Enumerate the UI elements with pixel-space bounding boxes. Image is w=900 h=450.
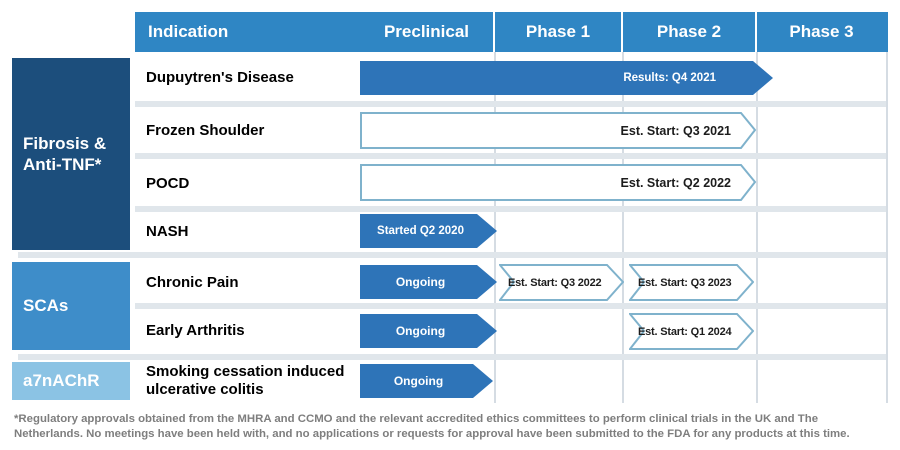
row-separator: [135, 206, 886, 212]
arrow-label: Started Q2 2020: [377, 225, 464, 237]
header-phase2: Phase 2: [656, 22, 722, 41]
arrow-label: Results: Q4 2021: [623, 72, 716, 84]
group-scas: SCAs: [12, 262, 130, 350]
indication-chronic-pain: Chronic Pain: [146, 273, 239, 291]
indication-early-arthritis: Early Arthritis: [146, 321, 245, 339]
header-indication: Indication: [148, 22, 229, 41]
indication-frozen-shoulder: Frozen Shoulder: [146, 121, 265, 139]
arrow-smoking-cessation-ongoing: [360, 364, 493, 398]
arrow-label: Est. Start: Q3 2023: [638, 276, 732, 289]
header-phase1: Phase 1: [525, 22, 591, 41]
arrow-label: Ongoing: [395, 324, 446, 338]
arrow-frozen-shoulder-start: [360, 112, 757, 149]
arrow-label: Ongoing: [393, 374, 444, 388]
indication-nash: NASH: [146, 223, 189, 240]
arrow-dupuytrens-results: [360, 61, 774, 95]
header-phase3: Phase 3: [789, 22, 854, 41]
arrow-label: Est. Start: Q1 2024: [638, 325, 732, 338]
indication-smoking-cessation-uc: Smoking cessation induced ulcerative colitis: [146, 363, 345, 398]
gridline-right-edge: [886, 52, 888, 403]
arrow-early-arthritis-ongoing: [360, 314, 497, 348]
table-header: [135, 12, 888, 52]
arrow-chronic-pain-phase2-start: [629, 264, 754, 301]
indication-dupuytrens-disease: Dupuytren's Disease: [146, 69, 294, 86]
row-separator: [135, 153, 886, 159]
group-a7nachr: a7nAChR: [12, 362, 130, 400]
arrow-early-arthritis-phase2-start: [629, 313, 754, 350]
group-separator: [18, 252, 886, 258]
row-separator: [135, 101, 886, 107]
footnote: *Regulatory approvals obtained from the MHRA and CCMO and the relevant accredited ethics committees to perform clinical trials in the UK and The Netherlands. No meetings have been held with, and no applications or requests for approval have been submitted to the FDA for any products at this time.: [14, 413, 850, 441]
header-preclinical: Preclinical: [383, 22, 470, 41]
indication-pocd: POCD: [146, 174, 190, 192]
arrow-label: Est. Start: Q2 2022: [620, 175, 731, 190]
arrow-nash-started: [360, 214, 497, 248]
arrow-pocd-start: [360, 164, 757, 201]
arrow-label: Est. Start: Q3 2022: [508, 276, 602, 289]
arrow-label: Est. Start: Q3 2021: [620, 123, 731, 138]
arrow-chronic-pain-ongoing: [360, 265, 497, 299]
arrow-chronic-pain-phase1-start: [499, 264, 624, 301]
arrow-label: Ongoing: [395, 275, 446, 289]
group-fibrosis-anti-tnf: Fibrosis & Anti-TNF*: [12, 58, 130, 250]
